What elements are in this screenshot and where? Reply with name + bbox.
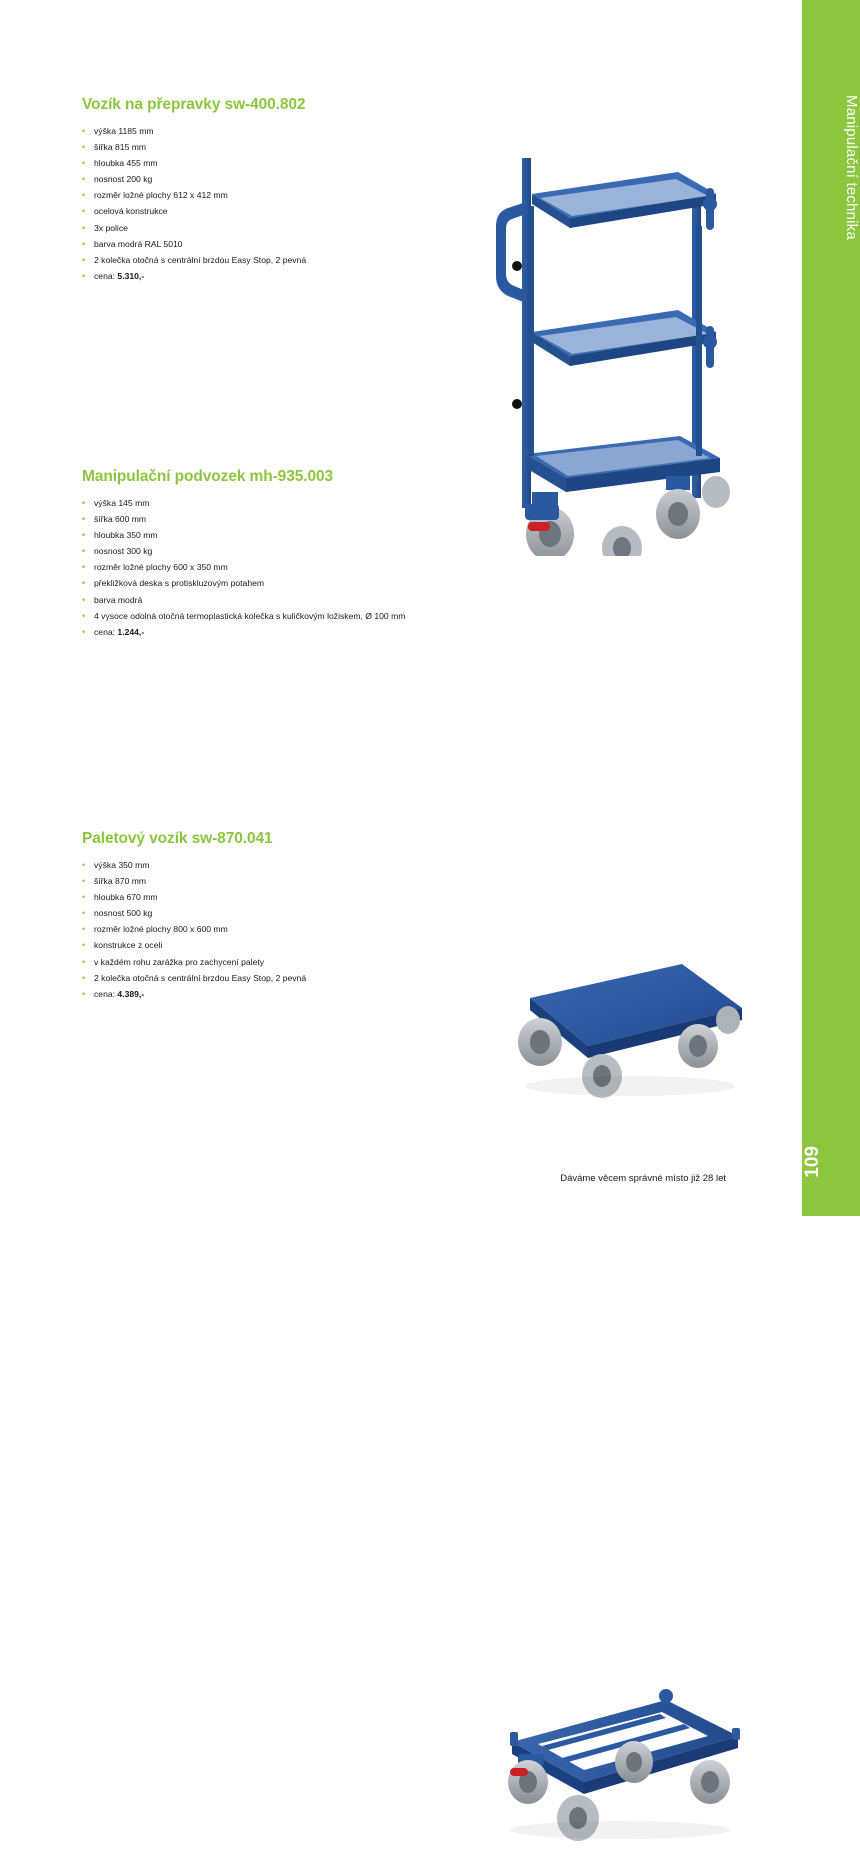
list-item: • nosnost 200 kg bbox=[82, 174, 452, 186]
list-item: • rozměr ložné plochy 800 x 600 mm bbox=[82, 924, 452, 936]
product-3-title: Paletový vozík sw-870.041 bbox=[82, 830, 273, 847]
list-item: • překližková deska s protiskluzovým potahem bbox=[82, 578, 452, 590]
pallet-trolley-photo bbox=[470, 1670, 770, 1850]
list-item: • nosnost 500 kg bbox=[82, 908, 452, 920]
shelf-trolley-photo bbox=[470, 136, 770, 556]
category-sidebar bbox=[802, 0, 860, 1216]
list-item: • výška 1185 mm bbox=[82, 126, 452, 138]
price-label: cena: bbox=[94, 626, 116, 637]
sidebar-category-label: Manipulační technika bbox=[843, 95, 860, 240]
product-2-text bbox=[82, 468, 452, 643]
product-2-title: Manipulační podvozek mh-935.003 bbox=[82, 468, 334, 485]
price-item bbox=[82, 989, 452, 1001]
list-item: • ocelová konstrukce bbox=[82, 206, 452, 218]
price-value: 4.389,- bbox=[117, 988, 145, 999]
price-item bbox=[82, 271, 452, 283]
list-item: • konstrukce z oceli bbox=[82, 940, 452, 952]
list-item: • barva modrá bbox=[82, 595, 452, 607]
list-item: • nosnost 300 kg bbox=[82, 546, 452, 558]
price-label: cena: bbox=[94, 270, 116, 281]
price-label: cena: bbox=[94, 988, 116, 999]
page-number: 109 bbox=[802, 1146, 823, 1178]
list-item: • šířka 870 mm bbox=[82, 876, 452, 888]
list-item: • hloubka 455 mm bbox=[82, 158, 452, 170]
list-item: • výška 145 mm bbox=[82, 498, 452, 510]
list-item: • šířka 600 mm bbox=[82, 514, 452, 526]
platform-dolly-photo bbox=[470, 936, 770, 1116]
product-3-spec-list bbox=[82, 860, 452, 1000]
list-item: • 2 kolečka otočná s centrální brzdou Easy Stop, 2 pevná bbox=[82, 973, 452, 985]
product-1-title: Vozík na přepravky sw-400.802 bbox=[82, 96, 306, 113]
product-2-spec-list bbox=[82, 498, 452, 638]
price-item bbox=[82, 627, 452, 639]
list-item: • výška 350 mm bbox=[82, 860, 452, 872]
list-item: • hloubka 350 mm bbox=[82, 530, 452, 542]
list-item: • šířka 815 mm bbox=[82, 142, 452, 154]
product-3-text bbox=[82, 830, 452, 1005]
list-item: • 4 vysoce odolná otočná termoplastická kolečka s kuličkovým ložiskem, Ø 100 mm bbox=[82, 611, 452, 623]
product-1-spec-list bbox=[82, 126, 452, 282]
list-item: • rozměr ložné plochy 600 x 350 mm bbox=[82, 562, 452, 574]
list-item: • barva modrá RAL 5010 bbox=[82, 239, 452, 251]
product-1-text bbox=[82, 96, 452, 287]
price-value: 1.244,- bbox=[117, 626, 145, 637]
list-item: • rozměr ložné plochy 612 x 412 mm bbox=[82, 190, 452, 202]
list-item: • v každém rohu zarážka pro zachycení palety bbox=[82, 957, 452, 969]
footer-slogan: Dáváme věcem správné místo již 28 let bbox=[560, 1173, 726, 1184]
list-item: • 2 kolečka otočná s centrální brzdou Easy Stop, 2 pevná bbox=[82, 255, 452, 267]
list-item: • hloubka 670 mm bbox=[82, 892, 452, 904]
price-value: 5.310,- bbox=[117, 270, 145, 281]
list-item: • 3x police bbox=[82, 223, 452, 235]
